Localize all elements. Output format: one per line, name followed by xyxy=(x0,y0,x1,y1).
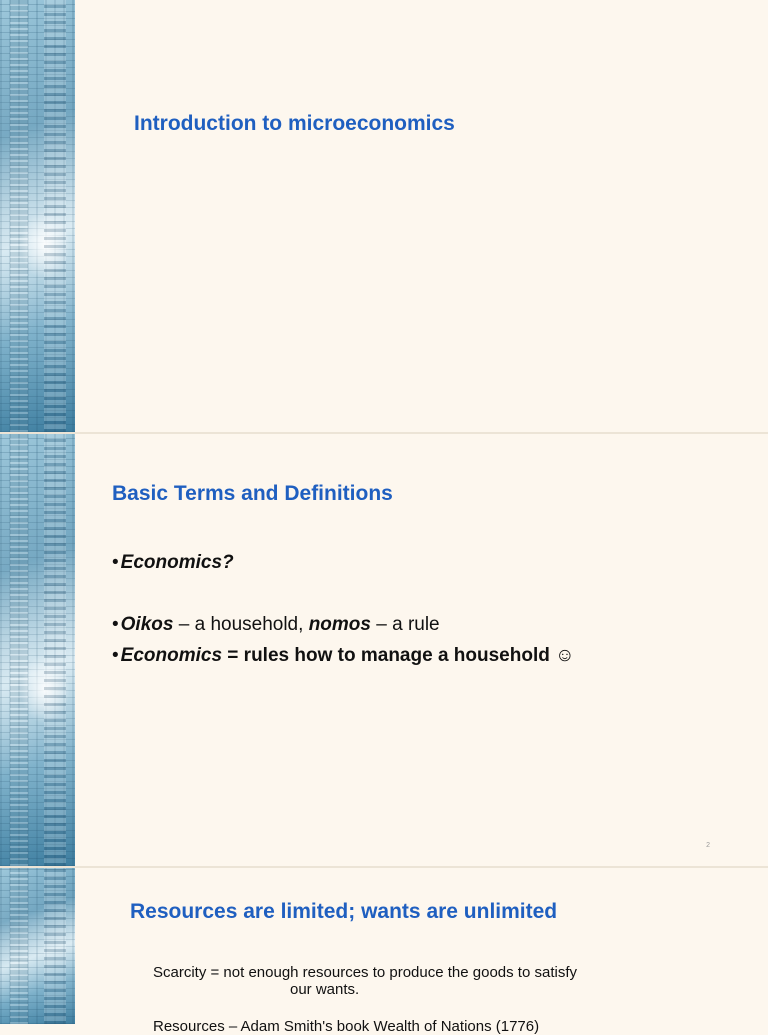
slide-3 xyxy=(0,868,768,1035)
body-text: Scarcity = not enough resources to produce the goods to satisfy our wants. xyxy=(153,964,577,998)
slide-2 xyxy=(0,434,768,866)
skyscraper-image xyxy=(0,434,75,866)
cloud-decoration xyxy=(20,210,70,280)
skyscraper-image xyxy=(0,868,75,1024)
bullet-item: • Economics = rules how to manage a household ☺ xyxy=(112,645,575,666)
slide-number: 2 xyxy=(706,842,710,849)
slide-title: Basic Terms and Definitions xyxy=(112,482,393,505)
slide-title: Resources are limited; wants are unlimited xyxy=(130,900,558,923)
cut-off-text: Resources – Adam Smith's book Wealth of Nations (1776) xyxy=(153,1018,540,1035)
slide-title: Introduction to microeconomics xyxy=(134,112,455,135)
cloud-decoration xyxy=(20,654,70,724)
skyscraper-image xyxy=(0,0,75,432)
bullet-item: • Economics? xyxy=(112,552,234,573)
bullet-item: • Oikos – a household, nomos – a rule xyxy=(112,614,440,635)
slide-1 xyxy=(0,0,768,432)
